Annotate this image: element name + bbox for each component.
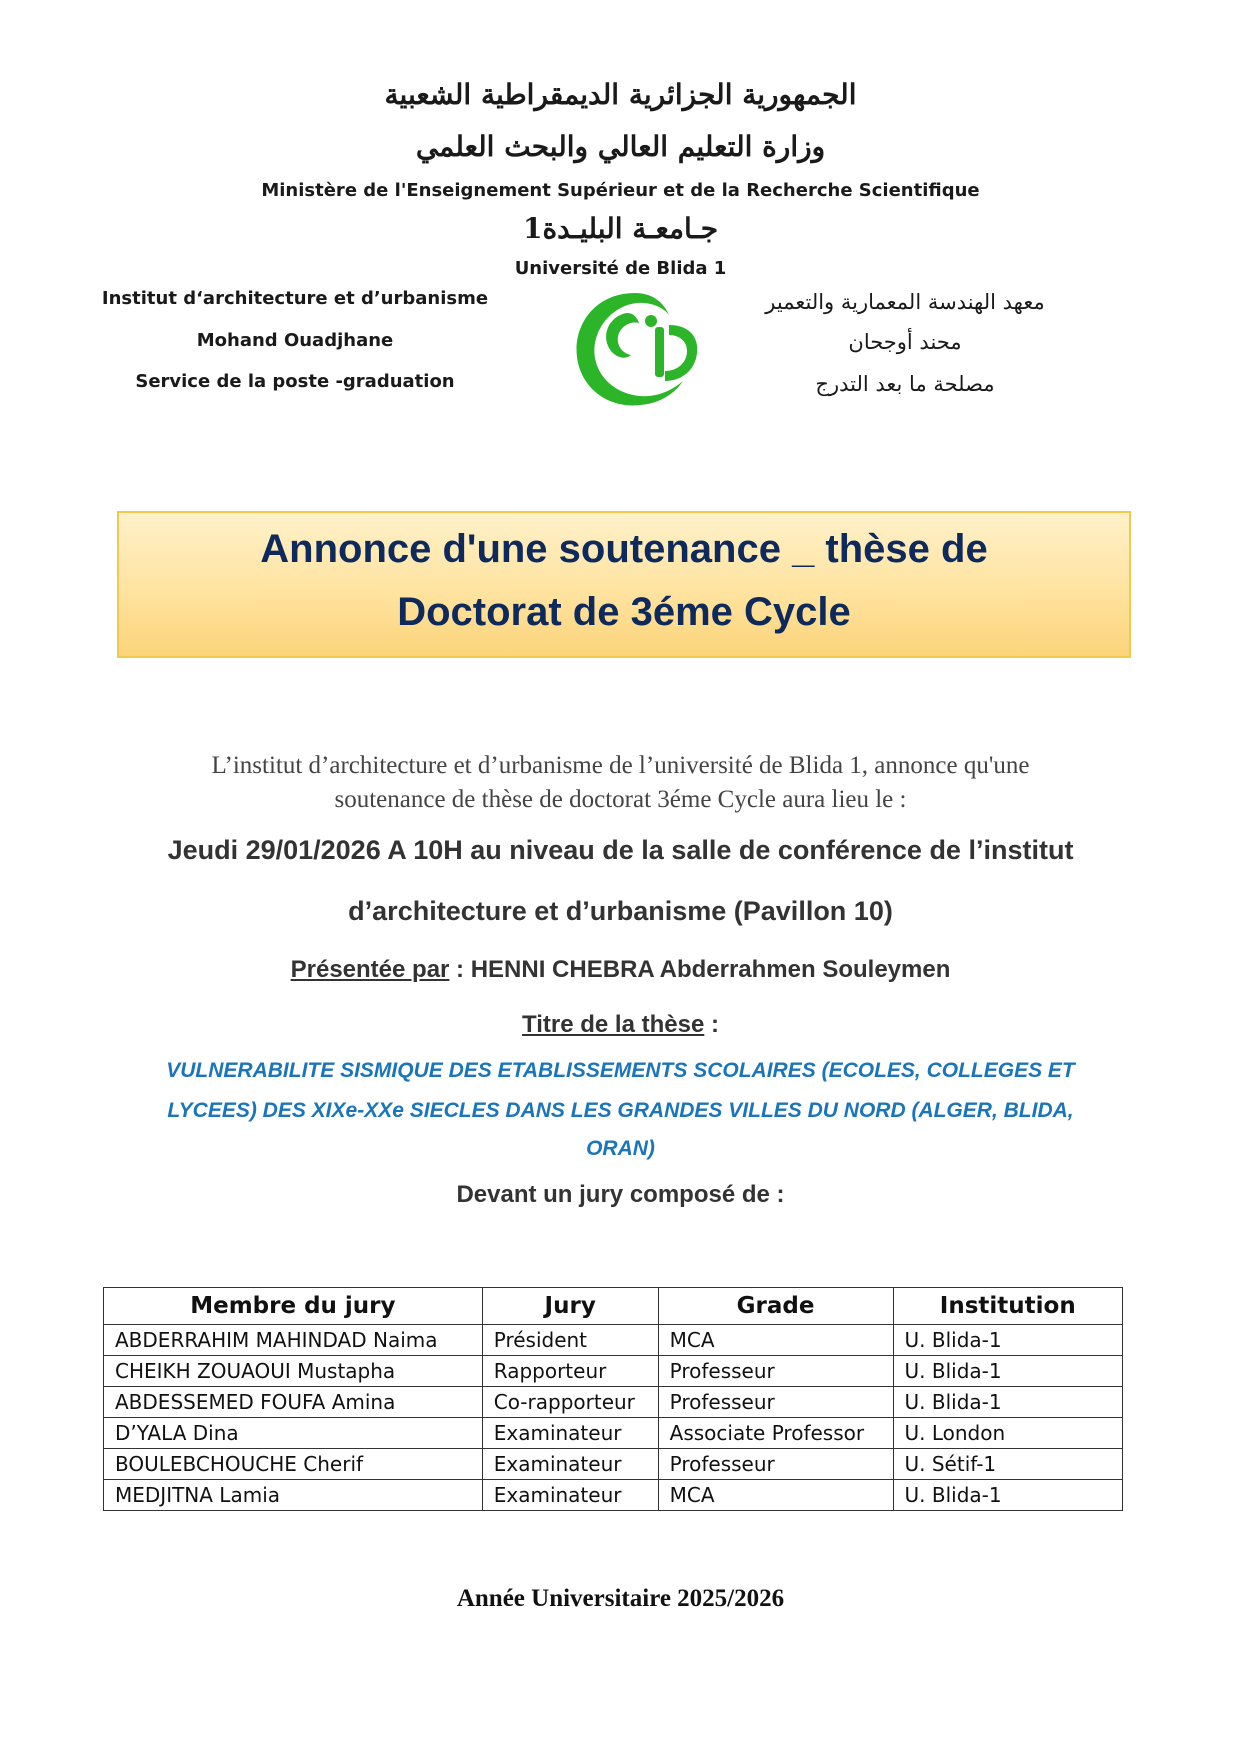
jury-role: Rapporteur bbox=[482, 1356, 658, 1387]
table-row bbox=[104, 1325, 1123, 1356]
jury-grade: MCA bbox=[658, 1480, 893, 1511]
announcement-title-line1: Annonce d'une soutenance _ thèse de bbox=[260, 527, 988, 571]
university-logo bbox=[565, 285, 705, 415]
right-institute: معهد الهندسة المعمارية والتعمير bbox=[765, 290, 1045, 314]
jury-member: D’YALA Dina bbox=[104, 1418, 483, 1449]
thesis-title-line1: VULNERABILITE SISMIQUE DES ETABLISSEMENTS SCOLAIRES (ECOLES, COLLEGES ET bbox=[166, 1059, 1075, 1082]
presenter-line bbox=[0, 956, 1241, 984]
thesis-label-line bbox=[0, 1011, 1241, 1039]
table-row bbox=[104, 1480, 1123, 1511]
event-details-line2: d’architecture et d’urbanisme (Pavillon 10) bbox=[348, 896, 893, 926]
left-institute-name: Mohand Ouadjhane bbox=[196, 330, 394, 351]
header-grade: Grade bbox=[658, 1288, 893, 1325]
left-institute: Institut d‘architecture et d’urbanisme bbox=[101, 288, 489, 309]
presenter-separator: : bbox=[449, 956, 471, 983]
right-institute-name: محند أوجحان bbox=[848, 330, 962, 354]
jury-institution: U. Blida-1 bbox=[893, 1480, 1123, 1511]
jury-table-header-row bbox=[104, 1288, 1123, 1325]
jury-grade: Associate Professor bbox=[658, 1418, 893, 1449]
fr-university-heading: Université de Blida 1 bbox=[514, 258, 727, 279]
jury-member: MEDJITNA Lamia bbox=[104, 1480, 483, 1511]
thesis-label: Titre de la thèse bbox=[522, 1011, 705, 1038]
jury-grade: Professeur bbox=[658, 1356, 893, 1387]
academic-year-footer: Année Universitaire 2025/2026 bbox=[456, 1585, 785, 1612]
presenter-name: HENNI CHEBRA Abderrahmen Souleymen bbox=[470, 956, 951, 983]
fr-ministry-heading: Ministère de l'Enseignement Supérieur et de la Recherche Scientifique bbox=[261, 180, 980, 201]
table-row bbox=[104, 1356, 1123, 1387]
header-member: Membre du jury bbox=[104, 1288, 483, 1325]
jury-institution: U. Blida-1 bbox=[893, 1356, 1123, 1387]
thesis-label-separator: : bbox=[704, 1011, 719, 1038]
jury-institution: U. Sétif-1 bbox=[893, 1449, 1123, 1480]
thesis-title-line3: ORAN) bbox=[586, 1137, 655, 1160]
intro-text-line2: soutenance de thèse de doctorat 3éme Cycle aura lieu le : bbox=[334, 786, 907, 813]
intro-text-line1: L’institut d’architecture et d’urbanisme de l’université de Blida 1, annonce qu'une bbox=[211, 752, 1030, 779]
ar-university-heading: جـامعـة البليـدة1 bbox=[522, 212, 719, 245]
header-institution: Institution bbox=[893, 1288, 1123, 1325]
left-service: Service de la poste -graduation bbox=[135, 371, 455, 392]
jury-grade: Professeur bbox=[658, 1449, 893, 1480]
table-row bbox=[104, 1387, 1123, 1418]
jury-member: ABDESSEMED FOUFA Amina bbox=[104, 1387, 483, 1418]
ar-ministry-heading: وزارة التعليم العالي والبحث العلمي bbox=[415, 130, 826, 163]
presenter-label: Présentée par bbox=[290, 956, 450, 983]
jury-role: Examinateur bbox=[482, 1418, 658, 1449]
ar-republic-heading: الجمهورية الجزائرية الديمقراطية الشعبية bbox=[384, 78, 857, 111]
jury-institution: U. London bbox=[893, 1418, 1123, 1449]
jury-institution: U. Blida-1 bbox=[893, 1325, 1123, 1356]
announcement-title-line2: Doctorat de 3éme Cycle bbox=[397, 590, 851, 634]
jury-member: CHEIKH ZOUAOUI Mustapha bbox=[104, 1356, 483, 1387]
right-service: مصلحة ما بعد التدرج bbox=[815, 372, 995, 396]
jury-table bbox=[103, 1287, 1123, 1511]
event-details-line1: Jeudi 29/01/2026 A 10H au niveau de la salle de conférence de l’institut bbox=[167, 835, 1074, 865]
thesis-title-line2: LYCEES) DES XIXe-XXe SIECLES DANS LES GRANDES VILLES DU NORD (ALGER, BLIDA, bbox=[167, 1099, 1074, 1122]
jury-intro: Devant un jury composé de : bbox=[456, 1181, 785, 1208]
jury-role: Président bbox=[482, 1325, 658, 1356]
jury-role: Examinateur bbox=[482, 1480, 658, 1511]
jury-role: Examinateur bbox=[482, 1449, 658, 1480]
table-row bbox=[104, 1449, 1123, 1480]
header-jury: Jury bbox=[482, 1288, 658, 1325]
jury-role: Co-rapporteur bbox=[482, 1387, 658, 1418]
jury-grade: MCA bbox=[658, 1325, 893, 1356]
jury-member: BOULEBCHOUCHE Cherif bbox=[104, 1449, 483, 1480]
jury-member: ABDERRAHIM MAHINDAD Naima bbox=[104, 1325, 483, 1356]
table-row bbox=[104, 1418, 1123, 1449]
jury-grade: Professeur bbox=[658, 1387, 893, 1418]
jury-institution: U. Blida-1 bbox=[893, 1387, 1123, 1418]
